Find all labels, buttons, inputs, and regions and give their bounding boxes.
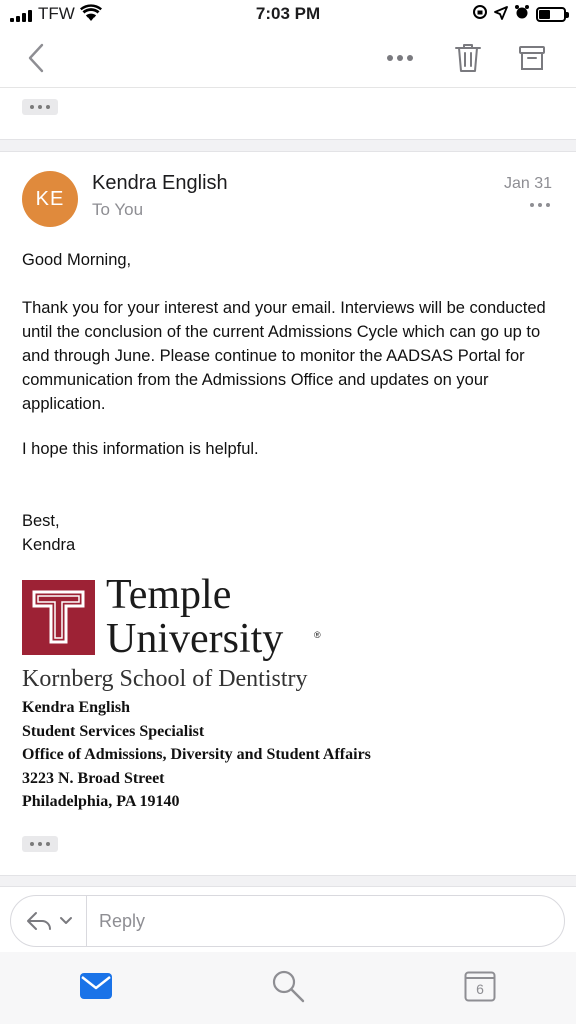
reply-icon: [25, 910, 53, 932]
carrier-name: TFW: [38, 4, 75, 23]
signature-line: Student Services Specialist: [22, 722, 205, 740]
archive-icon: [519, 45, 545, 71]
tab-mail[interactable]: [76, 966, 116, 1006]
closing: Best,: [22, 512, 60, 530]
search-icon: [271, 969, 305, 1003]
message-date: Jan 31: [503, 175, 552, 192]
sender-name[interactable]: Kendra English: [92, 172, 228, 194]
more-options-button[interactable]: [378, 38, 422, 78]
tab-calendar[interactable]: [460, 966, 500, 1006]
tab-search[interactable]: [268, 966, 308, 1006]
message-more-button[interactable]: [530, 203, 550, 207]
signature-line: Philadelphia, PA 19140: [22, 793, 180, 811]
status-bar: [0, 0, 576, 30]
screen-rotation-lock-icon: [472, 4, 488, 25]
chevron-down-icon: [59, 916, 73, 926]
delete-button[interactable]: [448, 38, 488, 78]
greeting: Good Morning,: [22, 251, 132, 269]
avatar[interactable]: KE: [22, 171, 78, 227]
temple-university-logo: [22, 572, 352, 696]
signature-line: Kendra English: [22, 699, 131, 716]
logo-word-temple: Temple: [106, 572, 232, 618]
calendar-day: 6: [476, 981, 484, 997]
reply-input[interactable]: Reply: [99, 911, 146, 931]
temple-t-emblem: [22, 580, 95, 655]
back-button[interactable]: [18, 38, 54, 78]
signature-line: 3223 N. Broad Street: [22, 769, 165, 787]
location-icon: [494, 5, 508, 25]
battery-icon: [536, 7, 566, 22]
alarm-icon: [514, 4, 530, 25]
recipient-label[interactable]: To You: [92, 200, 144, 219]
trash-icon: [455, 43, 481, 73]
clock: 7:03 PM: [255, 4, 321, 23]
signoff-name: Kendra: [22, 536, 76, 554]
reply-options-button[interactable]: [11, 896, 87, 946]
message-divider: [0, 875, 576, 887]
expand-quoted-button[interactable]: [22, 836, 58, 852]
expand-quoted-button[interactable]: [22, 99, 58, 115]
chevron-left-icon: [27, 43, 45, 73]
tab-bar: [0, 952, 576, 1024]
ellipsis-icon: [386, 54, 414, 62]
closing-paragraph: I hope this information is helpful.: [22, 440, 259, 458]
calendar-icon: [464, 970, 496, 1002]
registered-mark: ®: [314, 630, 321, 640]
signature-block: [22, 696, 371, 814]
logo-word-university: University: [106, 616, 284, 662]
mail-icon: [80, 973, 112, 999]
signature-line: Office of Admissions, Diversity and Student Affairs: [22, 746, 371, 764]
logo-school-name: Kornberg School of Dentistry: [22, 666, 308, 692]
reply-bar[interactable]: [10, 895, 565, 947]
message-toolbar: [0, 30, 576, 88]
message-divider: [0, 139, 576, 152]
archive-button[interactable]: [512, 38, 552, 78]
body-paragraph: Thank you for your interest and your email. Interviews will be conducted until the conclusion of the current Admissions Cycle which can go up to and through June. Please continue to monitor the AADSAS Portal for communication from the Admissions Office and updates on your application.: [22, 299, 546, 413]
